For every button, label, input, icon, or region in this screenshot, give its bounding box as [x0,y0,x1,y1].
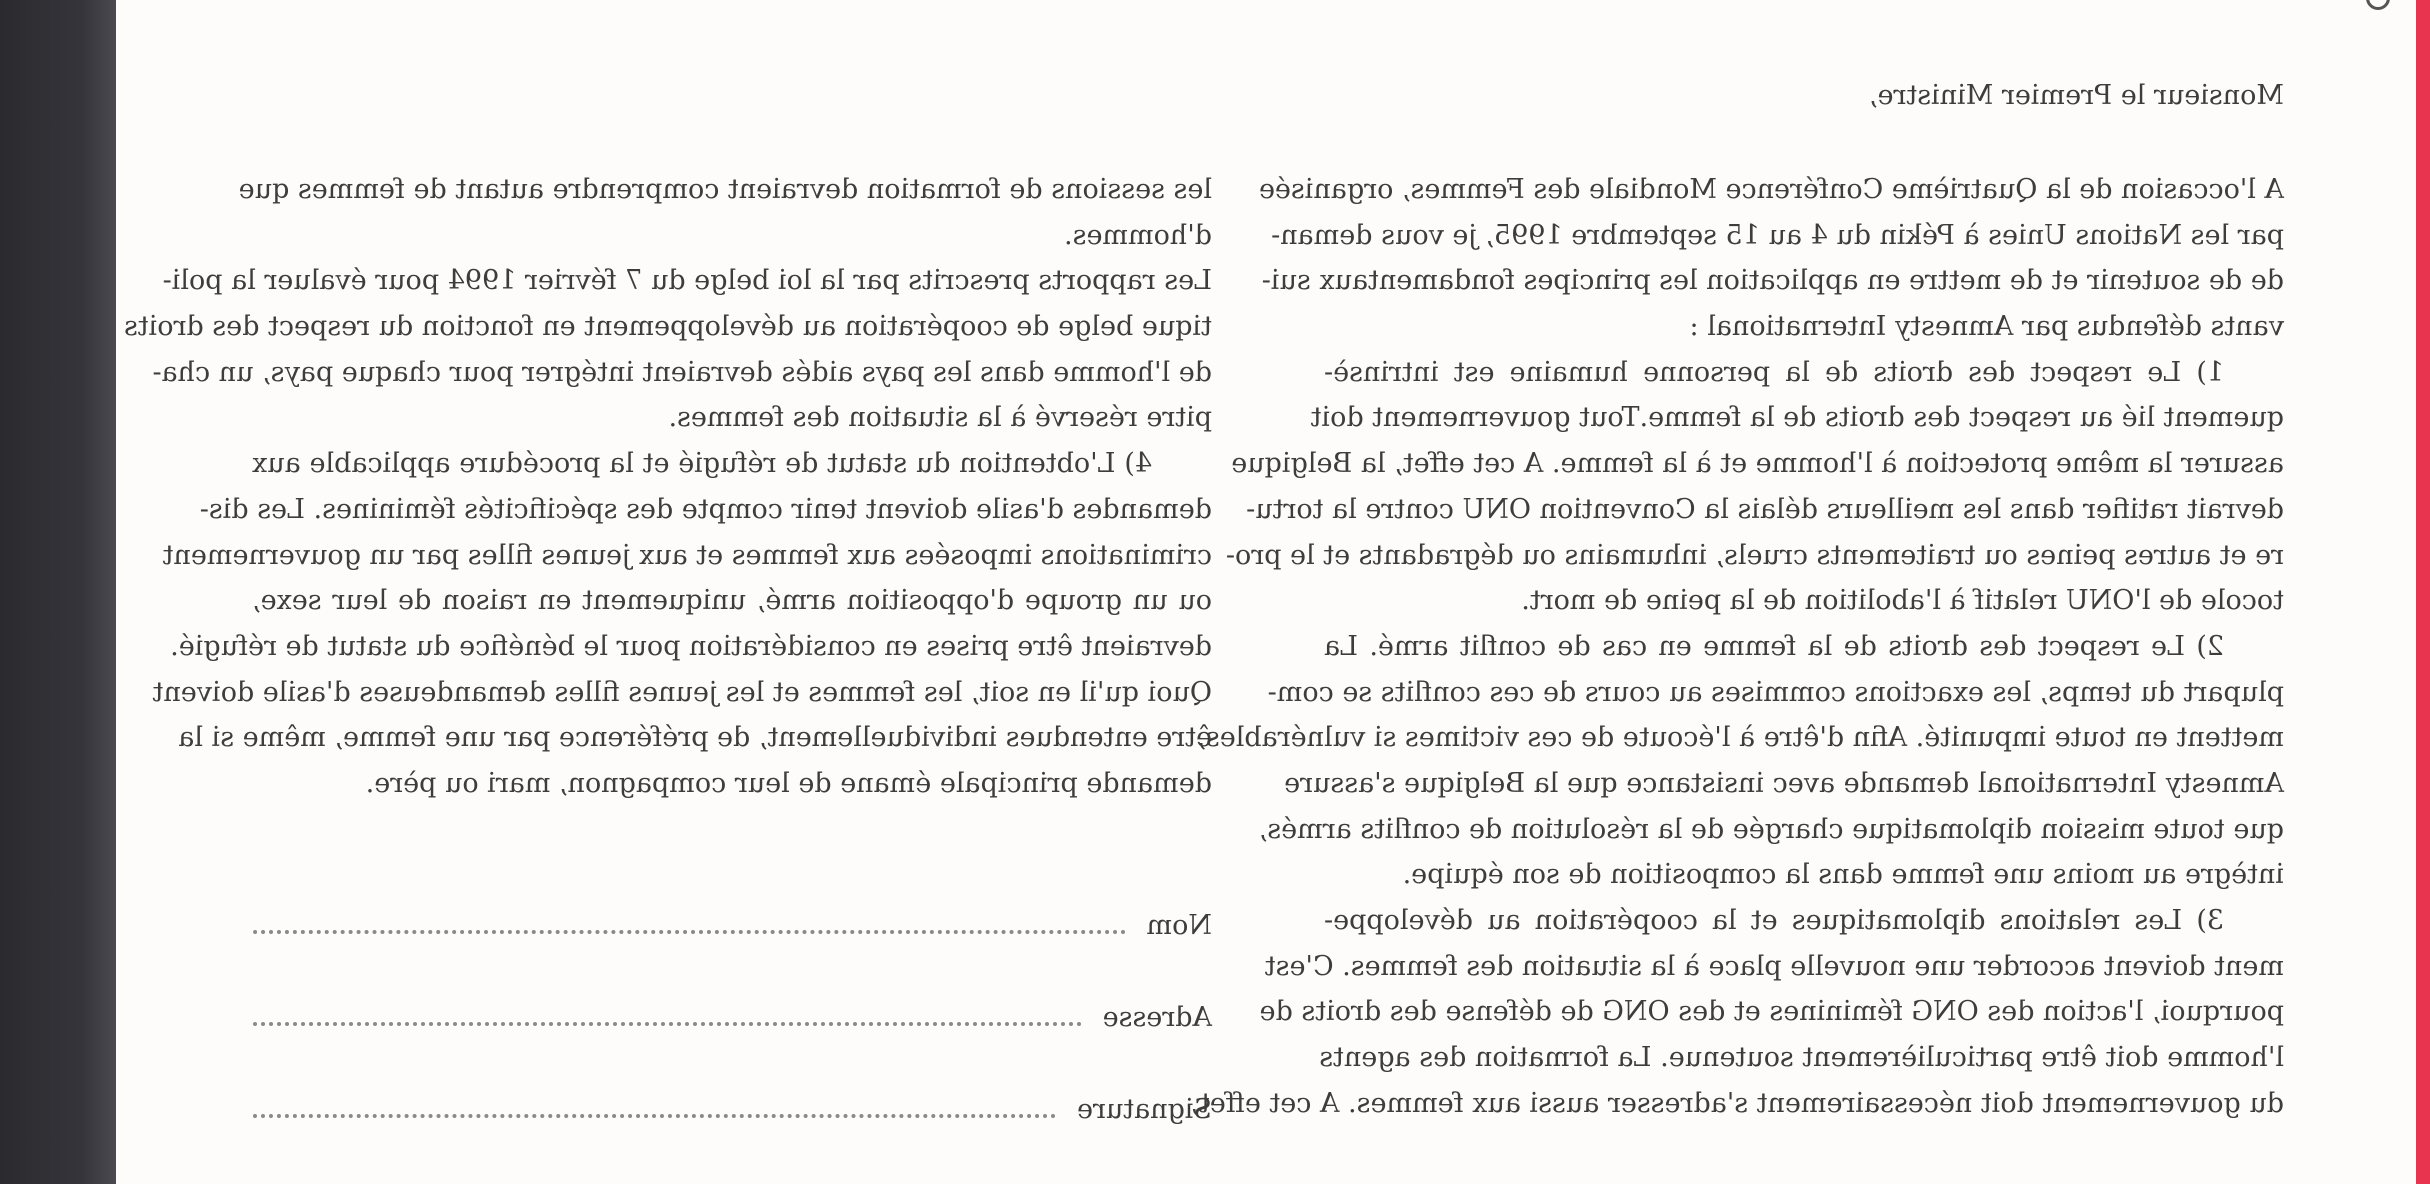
text-line: criminations imposées aux femmes et aux jeunes filles par un gouvernement [162,539,1212,571]
letter-greeting: Monsieur le Premier Ministre, [1868,80,2284,111]
text-line: 4) L'obtention du statut de réfugié et la procédure applicable aux [252,448,1152,480]
text-line: quement lié au respect des droits de la femme.Tout gouvernement doit [1310,402,2284,434]
text-line: du gouvernement doit nécessairement s'adresser aussi aux femmes. A cet effet, [1190,1087,2284,1119]
text-line: de de soutenir et de mettre en application les principes fondamentaux sui- [1261,265,2284,297]
text-line: les sessions de formation devraient comprendre autant de femmes que [238,174,1212,205]
text-line: 1) Le respect des droits de la personne humaine est intrinsè- [1324,356,2224,388]
letter-column-first [1190,167,2284,1126]
text-line: Amnesty International demande avec insistance que la Belgique s'assure [1284,767,2284,799]
text-line: mettent en toute impunité. Afin d'être à l'écoute de ces victimes si vulnérables, [1197,722,2284,754]
text-line: tocole de l'ONU relatif à l'abolition de la peine de mort. [1521,585,2284,617]
text-line: tique belge de coopération au développement en fonction du respect des droits [123,311,1212,343]
signature-label: Signature [1076,1094,1212,1125]
text-line: d'hommes. [1064,219,1212,251]
text-line: vants défendus par Amnesty International : [1689,311,2284,343]
text-line: que toute mission diplomatique chargée de la résolution de conflits armés, [1258,813,2284,845]
name-field[interactable] [252,906,1212,946]
text-line: par les Nations Unies à Pékin du 4 au 15 septembre 1995, je vous deman- [1271,219,2284,251]
text-line: A l'occasion de la Quatrième Conférence Mondiale des Femmes, organisée [1258,174,2284,205]
text-line: demandes d'asile doivent tenir compte des spécificités féminines. Les dis- [199,493,1212,525]
text-line: 2) Le respect des droits de la femme en cas de conflit armé. La [1324,630,2224,662]
letter-column-second [123,167,1212,807]
text-line: 3) Les relations diplomatiques et la coopération au développe- [1324,905,2224,936]
signature-dotted-line[interactable] [252,1092,1055,1118]
text-line: plupart du temps, les exactions commises au cours de ces conflits se com- [1267,676,2284,708]
text-line: de l'homme dans les pays aidés devraient intégrer pour chaque pays, un cha- [152,356,1212,388]
signature-field[interactable] [252,1090,1212,1130]
text-line: être entendues individuellement, de préférence par une femme, même si la [178,722,1212,754]
text-line: ou un groupe d'opposition armé, uniquement en raison de leur sexe, [252,585,1212,617]
address-field[interactable] [252,998,1212,1038]
text-line: re et autres peines ou traitements cruels, inhumains ou dégradants et le pro- [1225,539,2284,571]
text-line: assurer la même protection à l'homme et à la femme. A cet effet, la Belgique [1231,448,2284,480]
text-line: demande principale émane de leur compagnon, mari ou père. [365,767,1212,799]
text-line: pourquoi, l'action des ONG féminines et des ONG de défense des droits de [1259,996,2284,1028]
text-line: pitre réservé à la situation des femmes. [668,402,1212,434]
name-dotted-line[interactable] [252,908,1125,934]
text-line: intègre au moins une femme dans la composition de son équipe. [1402,859,2284,891]
address-dotted-line[interactable] [252,1000,1081,1026]
text-line: l'homme doit être particulièrement soutenue. La formation des agents [1319,1042,2284,1074]
text-line: devraient être prises en considération pour le bénéfice du statut de réfugié. [170,630,1212,662]
name-label: Nom [1146,910,1212,941]
text-line: Quoi qu'il en soit, les femmes et les jeunes filles demandeuses d'asile doivent [152,676,1212,708]
text-line: ment doivent accorder une nouvelle place à la situation des femmes. C'est [1264,950,2284,982]
address-label: Adresse [1102,1002,1212,1033]
text-line: Les rapports prescrits par la loi belge du 7 février 1994 pour évaluer la poli- [162,265,1212,297]
text-line: devrait ratifier dans les meilleurs délais la Convention ONU contre la tortu- [1246,493,2284,525]
